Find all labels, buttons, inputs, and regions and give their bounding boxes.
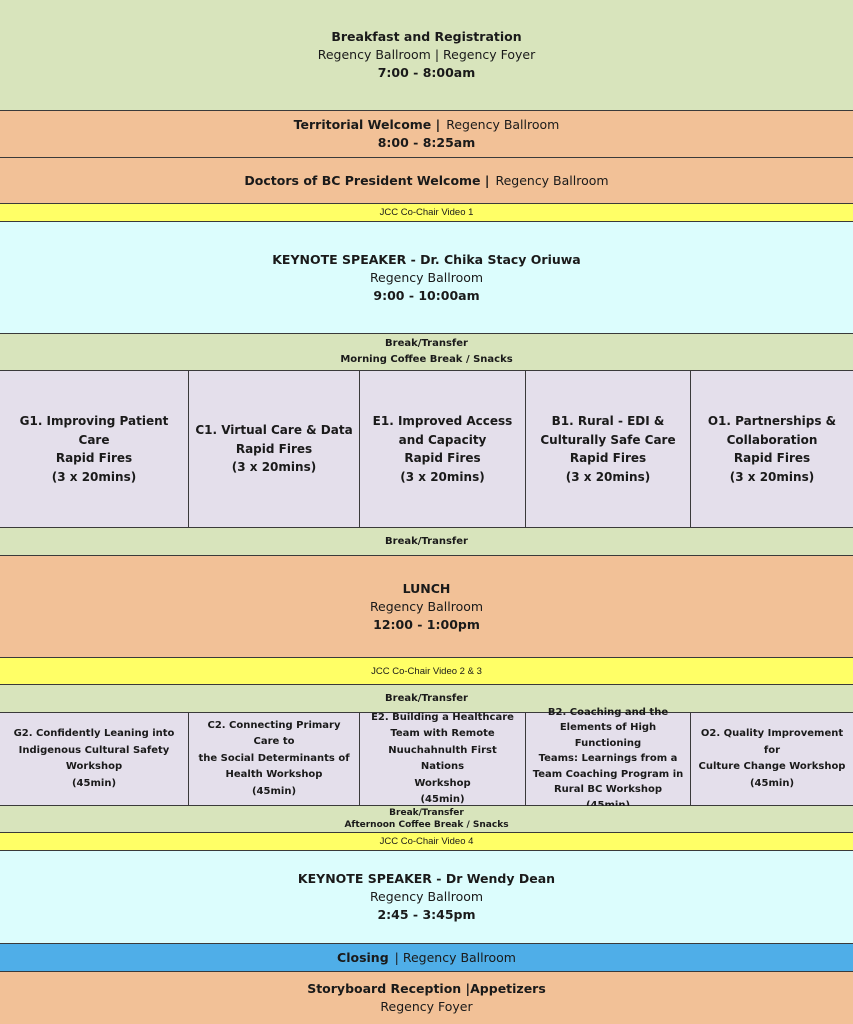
video-4-label: JCC Co-Chair Video 4 xyxy=(379,836,474,847)
session-line: (3 x 20mins) xyxy=(729,469,815,484)
session-line: B2. Coaching and the xyxy=(547,706,669,718)
closing-title: Closing xyxy=(337,949,389,965)
session-o2 xyxy=(691,713,853,805)
break-1-block xyxy=(0,334,853,371)
break-2-block xyxy=(0,528,853,556)
session-g2 xyxy=(0,713,189,805)
reception-location: Regency Foyer xyxy=(380,999,473,1014)
session-line: C2. Connecting Primary Care to xyxy=(207,719,341,748)
session-line: Teams: Learnings from a xyxy=(538,753,678,765)
closing-location: | Regency Ballroom xyxy=(394,949,516,965)
video-23-block xyxy=(0,658,853,685)
session-line: Health Workshop xyxy=(225,769,323,781)
session-line: O1. Partnerships & xyxy=(707,414,837,428)
lunch-title: LUNCH xyxy=(402,580,451,596)
sessions-1-grid xyxy=(0,371,853,528)
session-line: O2. Quality Improvement for xyxy=(700,728,844,756)
keynote-2-title: KEYNOTE SPEAKER - Dr Wendy Dean xyxy=(297,871,556,886)
session-line: (3 x 20mins) xyxy=(400,469,485,484)
sessions-2-grid xyxy=(0,706,853,806)
session-line: and Capacity xyxy=(398,432,487,447)
keynote-2-block xyxy=(0,851,853,944)
breakfast-block xyxy=(0,0,853,111)
break-3-label: Break/Transfer xyxy=(385,692,468,704)
president-location: Regency Ballroom xyxy=(495,172,609,188)
break-4-block xyxy=(0,806,853,833)
session-c1 xyxy=(189,371,360,527)
closing-block xyxy=(0,944,853,972)
session-line: Culture Change Workshop xyxy=(698,761,846,772)
session-line: Elements of High Functioning xyxy=(559,722,657,749)
lunch-location: Regency Ballroom xyxy=(369,598,484,614)
breakfast-location: Regency Ballroom | Regency Foyer xyxy=(317,47,536,62)
session-line: Rapid Fires xyxy=(733,451,811,465)
session-line: E1. Improved Access xyxy=(372,414,513,428)
session-line: (3 x 20mins) xyxy=(565,469,651,484)
keynote-1-location: Regency Ballroom xyxy=(369,269,484,285)
video-23-label: JCC Co-Chair Video 2 & 3 xyxy=(371,665,482,677)
break-2-label: Break/Transfer xyxy=(385,535,468,547)
lunch-time: 12:00 - 1:00pm xyxy=(373,616,480,632)
session-line: (45min) xyxy=(420,794,465,805)
session-b1 xyxy=(526,371,691,527)
reception-block xyxy=(0,972,853,1024)
session-g1 xyxy=(0,371,189,527)
keynote-1-title: KEYNOTE SPEAKER - Dr. Chika Stacy Oriuwa xyxy=(272,251,581,267)
break-4-line1: Break/Transfer xyxy=(389,808,464,818)
session-o1 xyxy=(691,371,853,527)
keynote-2-time: 2:45 - 3:45pm xyxy=(377,907,476,922)
keynote-1-block xyxy=(0,222,853,334)
territorial-location: Regency Ballroom xyxy=(446,117,560,132)
session-line: (3 x 20mins) xyxy=(231,460,317,475)
session-line: G1. Improving Patient Care xyxy=(19,414,169,447)
president-title: Doctors of BC President Welcome | xyxy=(244,172,490,188)
session-line: Workshop xyxy=(65,761,123,772)
session-line: (45min) xyxy=(71,777,117,789)
keynote-1-time: 9:00 - 10:00am xyxy=(373,287,480,303)
session-line: the Social Determinants of xyxy=(198,752,350,764)
session-line: B1. Rural - EDI & xyxy=(551,414,665,428)
session-b2 xyxy=(526,706,691,805)
session-line: (45min) xyxy=(749,777,795,789)
session-line: (45min) xyxy=(251,785,297,797)
territorial-title: Territorial Welcome | xyxy=(293,117,441,132)
breakfast-time: 7:00 - 8:00am xyxy=(377,65,476,80)
territorial-time: 8:00 - 8:25am xyxy=(377,135,476,150)
session-line: Nuuchahnulth First Nations xyxy=(388,744,497,772)
breakfast-title: Breakfast and Registration xyxy=(331,29,522,44)
session-line: Workshop xyxy=(414,777,471,789)
break-1-line2: Morning Coffee Break / Snacks xyxy=(340,354,513,365)
video-4-block xyxy=(0,833,853,851)
session-line: Culturally Safe Care xyxy=(540,432,676,447)
session-line: Rapid Fires xyxy=(55,451,133,465)
session-line: C1. Virtual Care & Data xyxy=(195,423,353,438)
lunch-block xyxy=(0,556,853,658)
session-line: E2. Building a Healthcare xyxy=(371,711,514,723)
break-4-line2: Afternoon Coffee Break / Snacks xyxy=(344,820,509,830)
session-line: Indigenous Cultural Safety xyxy=(18,744,170,756)
session-e1 xyxy=(360,371,526,527)
session-line: Team Coaching Program in xyxy=(532,768,684,780)
session-line: Rapid Fires xyxy=(235,441,313,456)
territorial-welcome-block xyxy=(0,111,853,158)
break-1-line1: Break/Transfer xyxy=(385,338,468,349)
video-1-label: JCC Co-Chair Video 1 xyxy=(379,207,474,218)
session-line: G2. Confidently Leaning into xyxy=(13,728,175,739)
video-1-block xyxy=(0,204,853,222)
keynote-2-location: Regency Ballroom xyxy=(369,889,484,904)
president-welcome-block xyxy=(0,158,853,204)
session-c2 xyxy=(189,713,360,805)
session-e2 xyxy=(360,713,526,805)
session-line: Collaboration xyxy=(726,432,818,447)
session-line: Team with Remote xyxy=(390,728,495,739)
session-line: (3 x 20mins) xyxy=(51,469,137,484)
reception-title: Storyboard Reception |Appetizers xyxy=(307,981,546,996)
session-line: Rapid Fires xyxy=(569,451,647,465)
session-line: Rapid Fires xyxy=(404,451,481,465)
session-line: Rural BC Workshop xyxy=(553,784,663,796)
